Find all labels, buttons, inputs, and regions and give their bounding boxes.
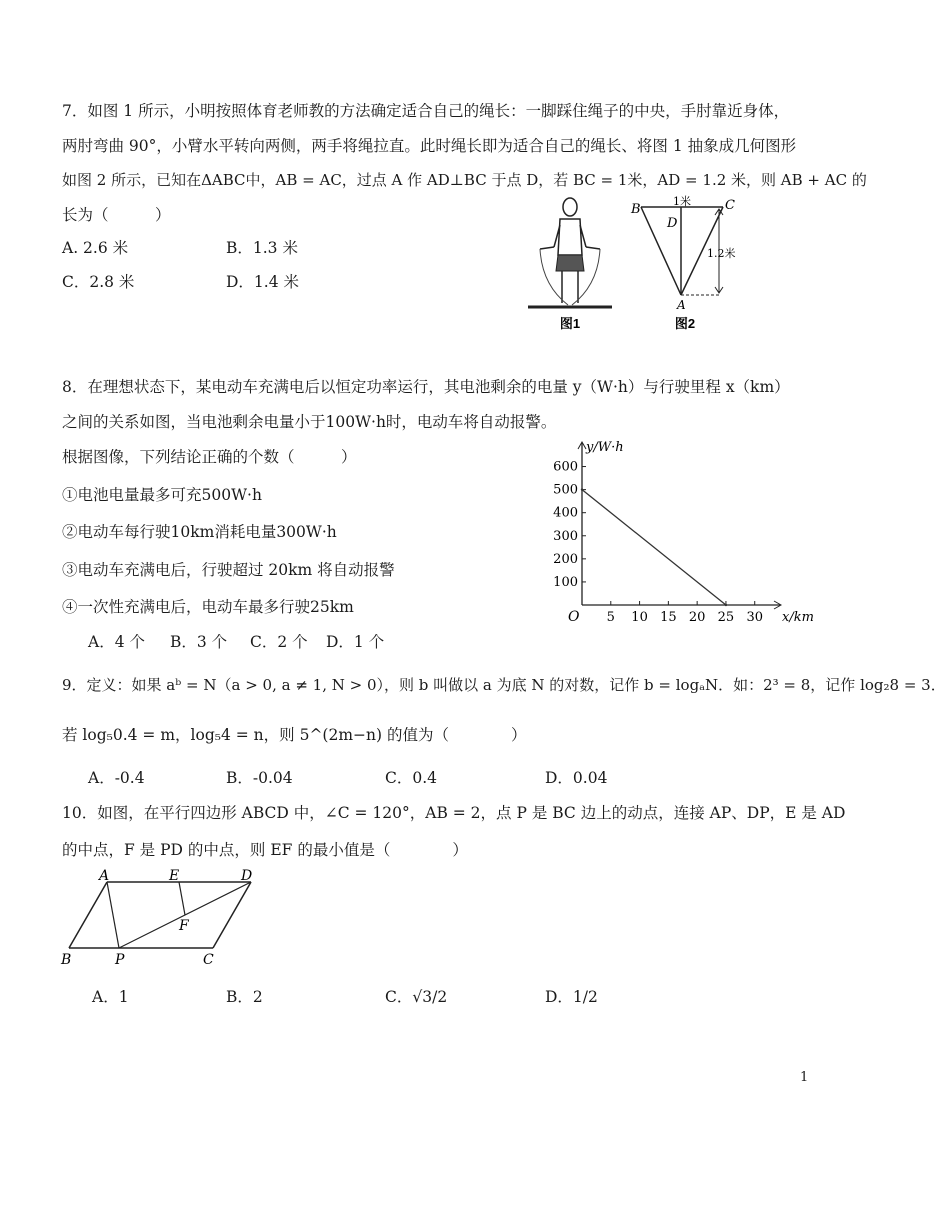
- label-d: D: [241, 868, 253, 884]
- q8-line-2: 之间的关系如图，当电池剩余电量小于100W·h时，电动车将自动报警。: [62, 413, 557, 431]
- figure-2-caption: 图2: [674, 316, 696, 331]
- q7-option-c: C．2.8 米: [62, 273, 135, 291]
- q7-option-a: A. 2.6 米: [62, 239, 129, 257]
- y-tick-label: 200: [553, 551, 578, 567]
- label-a: A: [677, 298, 686, 312]
- q8-item-2: ②电动车每行驶10km消耗电量300W·h: [62, 523, 337, 541]
- q7-line-3: 如图 2 所示，已知在ΔABC中，AB = AC，过点 A 作 AD⊥BC 于点 D，若 BC = 1米，AD = 1.2 米，则 AB + AC 的: [62, 171, 867, 189]
- q10-option-a: A．1: [92, 988, 129, 1006]
- q9-option-c: C．0.4: [385, 769, 438, 787]
- y-tick-label: 500: [553, 482, 578, 498]
- page-number: 1: [800, 1070, 809, 1085]
- q10-option-d: D．1/2: [545, 988, 598, 1006]
- label-d: D: [667, 216, 678, 231]
- label-b: B: [61, 952, 72, 968]
- x-tick-label: 10: [631, 610, 648, 625]
- y-tick-label: 300: [553, 528, 578, 544]
- label-e: E: [169, 868, 180, 884]
- segment-ap: [107, 882, 119, 948]
- q10-parallelogram-figure: [55, 868, 270, 968]
- q8-item-3: ③电动车充满电后，行驶超过 20km 将自动报警: [62, 561, 395, 579]
- label-b: B: [631, 202, 641, 217]
- q8-option-b: B．3 个: [170, 633, 228, 651]
- x-tick-label: 5: [606, 610, 615, 625]
- q8-line-chart: [550, 440, 814, 630]
- label-ad-length: 1.2米: [707, 247, 736, 260]
- segment-ef: [179, 882, 185, 915]
- x-tick-label: 15: [660, 610, 677, 625]
- q8-option-a: A．4 个: [88, 633, 145, 651]
- label-bc-length: 1米: [673, 195, 691, 208]
- label-f: F: [179, 918, 189, 934]
- y-tick-label: 400: [553, 505, 578, 521]
- q8-option-c: C．2 个: [250, 633, 308, 651]
- x-tick-label: 25: [717, 610, 735, 625]
- q8-item-4: ④一次性充满电后，电动车最多行驶25km: [62, 598, 354, 616]
- y-tick-label: 600: [553, 459, 578, 475]
- q10-option-b: B．2: [226, 988, 263, 1006]
- figure-1-caption: 图1: [559, 316, 581, 331]
- q8-item-1: ①电池电量最多可充500W·h: [62, 486, 262, 504]
- q8-option-d: D．1 个: [326, 633, 385, 651]
- series-point: [581, 488, 583, 490]
- q8-line-1: 8．在理想状态下，某电动车充满电后以恒定功率运行，其电池剩余的电量 y（W·h）与行驶里程 x（km）: [62, 378, 790, 396]
- label-c: C: [725, 198, 735, 213]
- x-tick-label: 30: [746, 610, 764, 625]
- label-a: A: [99, 868, 110, 884]
- q10-option-c: C．√3/2: [385, 988, 448, 1006]
- label-c: C: [203, 952, 214, 968]
- origin-label: O: [568, 609, 580, 625]
- series-line: [582, 490, 726, 605]
- q7-line-4: 长为（ ）: [62, 206, 171, 224]
- q7-option-b: B．1.3 米: [226, 239, 298, 257]
- figure-2-triangle: [625, 195, 745, 335]
- y-tick-label: 100: [553, 574, 578, 590]
- series-point: [725, 604, 727, 606]
- q7-line-2: 两肘弯曲 90°，小臂水平转向两侧，两手将绳拉直。此时绳长即为适合自己的绳长、将图 1 抽象成几何图形: [62, 137, 797, 155]
- q10-line-1: 10．如图，在平行四边形 ABCD 中，∠C = 120°，AB = 2，点 P 是 BC 边上的动点，连接 AP、DP，E 是 AD: [62, 804, 846, 822]
- q7-line-1: 7．如图 1 所示，小明按照体育老师教的方法确定适合自己的绳长：一脚踩住绳子的中央，手肘靠近身体，: [62, 102, 790, 120]
- q9-option-d: D．0.04: [545, 769, 608, 787]
- q9-option-b: B．-0.04: [226, 769, 293, 787]
- q9-line-2: 若 log₅0.4 = m，log₅4 = n，则 5^(2m−n) 的值为（ ）: [62, 726, 527, 744]
- q9-option-a: A．-0.4: [88, 769, 145, 787]
- x-axis-label: x/km: [782, 610, 814, 625]
- segment-ab: [69, 882, 107, 948]
- y-axis-label: y/W·h: [586, 440, 624, 455]
- q10-line-2: 的中点，F 是 PD 的中点，则 EF 的最小值是（ ）: [62, 841, 468, 859]
- x-tick-label: 20: [688, 610, 706, 625]
- q9-line-1: 9．定义：如果 aᵇ = N（a > 0, a ≠ 1, N > 0），则 b 叫做以 a 为底 N 的对数，记作 b = logₐN．如：2³ = 8，记作 log₂8 = 3．: [62, 676, 946, 694]
- q7-option-d: D．1.4 米: [226, 273, 300, 291]
- label-p: P: [115, 952, 125, 968]
- figure-1-person-jump-rope: [520, 195, 620, 335]
- q8-line-3: 根据图像，下列结论正确的个数（ ）: [62, 448, 357, 466]
